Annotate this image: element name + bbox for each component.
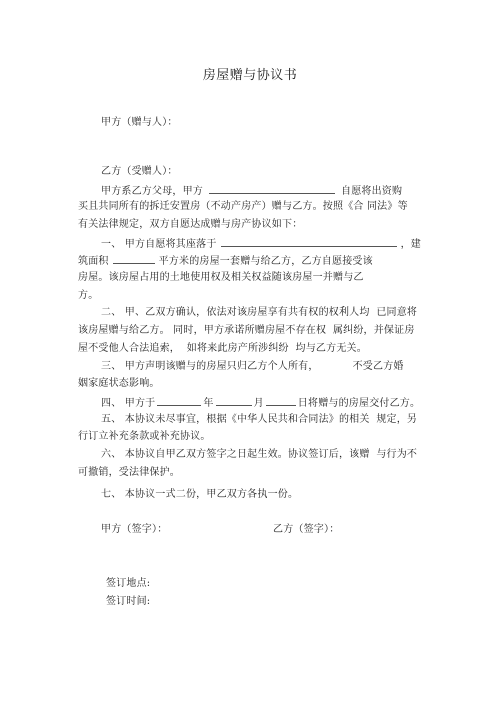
donor-name-blank bbox=[209, 183, 335, 194]
clause-1-line-1 bbox=[101, 236, 421, 251]
clause-1-end: ，建 bbox=[400, 239, 421, 250]
clause-7-line-1: 七、 本协议一式二份，甲乙双方各执一份。 bbox=[101, 489, 299, 500]
intro-line-2: 买且共同所有的拆迁安置房（不动产房产）赠与乙方。按照《合 同法》等 bbox=[78, 201, 408, 212]
clause-1-area-text: 平方米的房屋一套赠与给乙方，乙方自愿接受该 bbox=[158, 256, 373, 267]
clause-6-line-2: 可撤销，受法律保护。 bbox=[78, 467, 180, 478]
clause-3-line-2: 姻家庭状态影响。 bbox=[78, 378, 160, 389]
clause-2-line-1: 二、 甲、乙双方确认，依法对该房屋享有共有权的权利人均 已同意将 bbox=[101, 307, 418, 318]
clause-1-line-2 bbox=[78, 253, 373, 268]
party-a-label: 甲方（赠与人）： bbox=[101, 117, 178, 128]
clause-1-start: 一、 甲方自愿将其座落于 bbox=[101, 239, 217, 250]
document-title: 房屋赠与协议书 bbox=[202, 68, 298, 83]
intro-line-1-end: 自愿将出资购 bbox=[341, 186, 403, 197]
clause-1-line-4: 方。 bbox=[78, 290, 99, 301]
clause-3-line-1 bbox=[101, 360, 404, 373]
year-blank bbox=[157, 395, 201, 406]
clause-4-line-1 bbox=[101, 395, 420, 410]
clause-1-line-3: 房屋。该房屋占用的土地使用权及相关权益随该房屋一并赠与乙 bbox=[78, 272, 364, 283]
intro-line-3: 有关法律规定，双方自愿达成赠与房产协议如下： bbox=[78, 219, 303, 230]
month-blank bbox=[216, 395, 252, 406]
day-blank bbox=[266, 395, 296, 406]
clause-2-line-2: 该房屋赠与给乙方。 同时，甲方承诺所赠房屋不存在权 属纠纷，并保证房 bbox=[78, 325, 415, 336]
property-location-blank bbox=[221, 236, 397, 247]
clause-4-end: 日将赠与的房屋交付乙方。 bbox=[297, 398, 421, 409]
intro-line-1 bbox=[101, 183, 402, 198]
signing-time-label: 签订时间: bbox=[106, 596, 151, 607]
clause-5-line-2: 行订立补充条款或补充协议。 bbox=[78, 431, 211, 442]
floor-area-blank bbox=[113, 253, 155, 264]
signing-place-label: 签订地点: bbox=[106, 578, 151, 589]
party-a-signature-label: 甲方（签字）： bbox=[101, 524, 168, 535]
party-b-signature-label: 乙方（签字）： bbox=[273, 524, 340, 535]
party-b-label: 乙方（受赠人）： bbox=[101, 166, 178, 177]
month-label: 月 bbox=[253, 398, 264, 409]
clause-3-end: 不受乙方婚 bbox=[352, 361, 404, 372]
clause-1-area-label: 筑面积 bbox=[78, 256, 109, 267]
intro-line-1-start: 甲方系乙方父母，甲方 bbox=[101, 186, 203, 197]
clause-6-line-1: 六、 本协议自甲乙双方签字之日起生效。协议签订后，该赠 与行为不 bbox=[101, 449, 418, 460]
clause-4-start: 四、 甲方于 bbox=[101, 398, 156, 409]
clause-5-line-1: 五、 本协议未尽事宜，根据《中华人民共和合同法》的相关 规定，另 bbox=[101, 414, 418, 425]
clause-2-line-3: 屋不受他人合法追索， 如将来此房产所涉纠纷 均与乙方无关。 bbox=[78, 343, 367, 354]
year-label: 年 bbox=[203, 398, 214, 409]
clause-3-start: 三、 甲方声明该赠与的房屋只归乙方个人所有， bbox=[101, 361, 319, 372]
